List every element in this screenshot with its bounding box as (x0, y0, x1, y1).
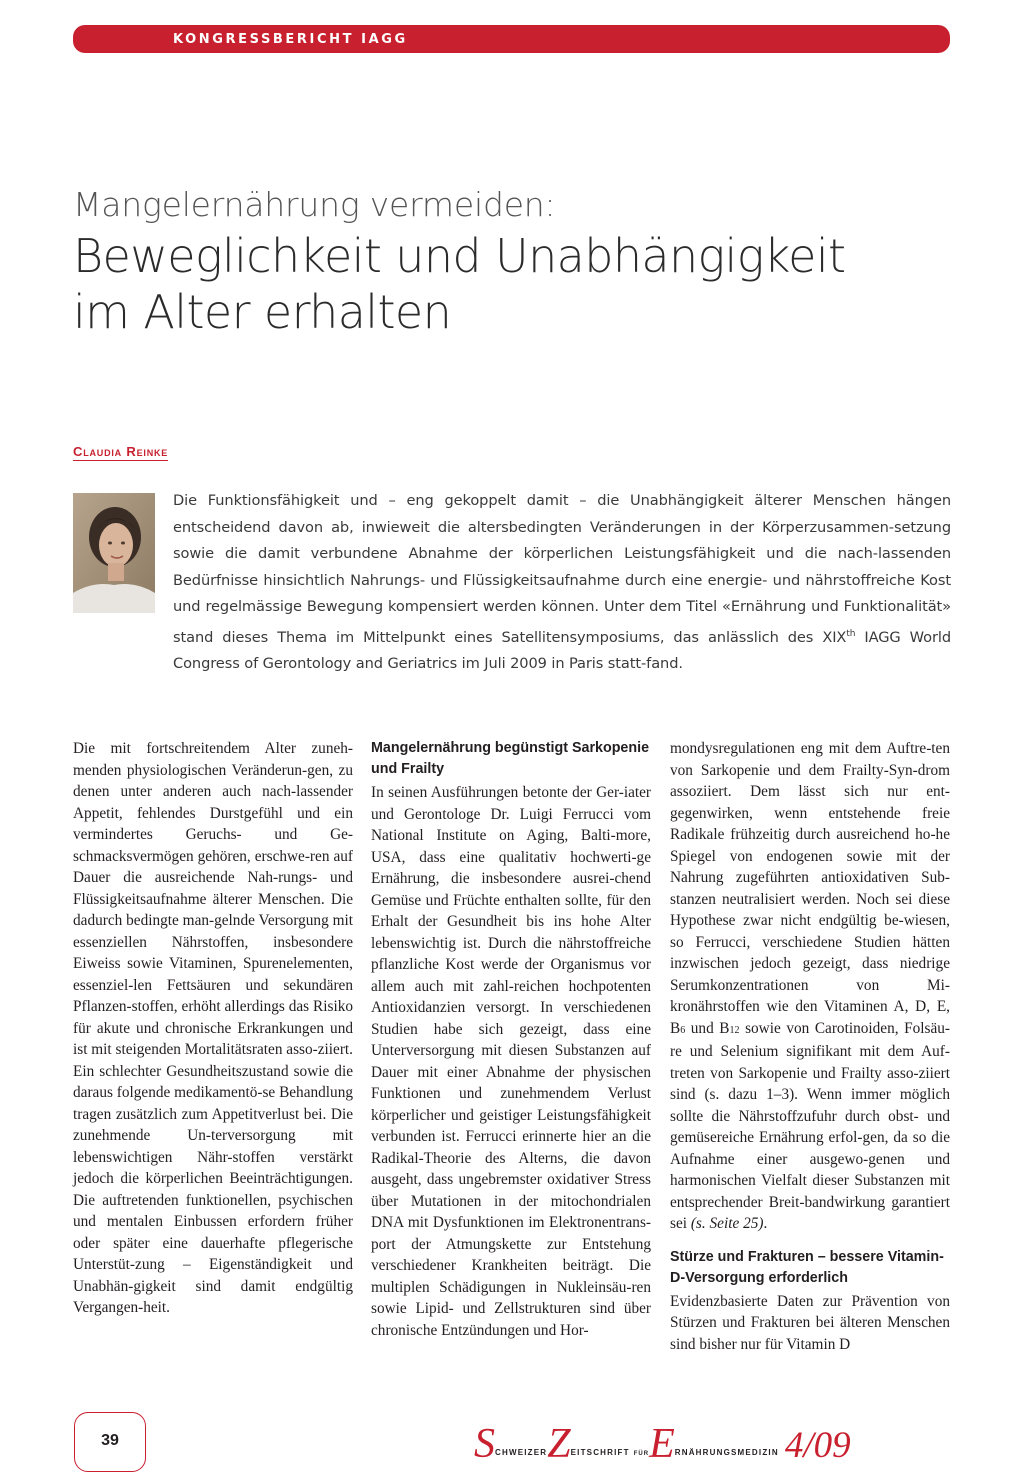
column-3-text-a: mondysregulationen eng mit dem Auftre-ten von Sarkopenie und dem Frailty-Syn-drom assoziiert. Dem lässt sich nur ent-gegenwirken, wenn entstehende freie Radikale frühzeitig durch ausreichend ho-he Spiegel von endogenen sowie mit der Nahrung zugeführten antioxidativen Sub-stanzen neutralisiert werden. Noch sei diese Hypothese zwar nicht endgültig be-wiesen, so Ferrucci, verschiedene Studien hätten inzwischen jedoch gezeigt, dass niedrige Serumkonzentrationen von Mi-kronährstoffen wie den Vitaminen A, D, E, B (670, 740, 950, 1037)
section-banner (73, 25, 950, 53)
article-title (73, 228, 973, 340)
body-column-2 (371, 738, 651, 1341)
column-3-text-d: Evidenzbasierte Daten zur Prävention von Stürzen und Frakturen bei älteren Menschen sind bisher nur für Vitamin D (670, 1292, 950, 1353)
title-line-2: im Alter erhalten (73, 285, 452, 339)
author-photo-icon (73, 493, 155, 613)
lead-text-2: IAGG World Congress of Gerontology and Geriatrics im Juli 2009 in Paris statt-fand. (173, 628, 951, 673)
column-1-text: Die mit fortschreitendem Alter zuneh-menden physiologischen Veränderun-gen, zu denen unter anderen auch nach-lassender Appetit, fehlendes Durstgefühl und ein vermindertes Geruchs- und Ge-schmacksvermögen gehören, erschwe-ren auf Dauer die ausreichende Nah-rungs- und Flüssigkeitsaufnahme älterer Menschen. Die dadurch bedingte man-gelnde Versorgung mit essenziellen Nährstoffen, insbesondere Eiweiss sowie Vitaminen, Spurenelementen, essenziel-len Fettsäuren und sekundären Pflanzen-stoffen, erhöht allerdings das Risiko für akute und chronische Erkrankungen und ist mit steigenden Mortalitätsraten asso-ziiert. Ein schlechter Gesundheitszustand sowie die daraus folgende medikamentö-se Behandlung tragen zusätzlich zum Appetitverlust bei. Die zunehmende Un-terversorgung mit lebenswichtigen Nähr-stoffen verstärkt jedoch die körperlichen Beeinträchtigungen. Die auftretenden funktionellen, psychischen und mentalen Einbussen erfordern früher oder später eine dauerhafte pflegerische Unterstüt-zung – Eigenständigkeit und Unabhän-gigkeit sind damit endgültig Vergangen-heit. (73, 740, 353, 1316)
journal-word-zeitschrift: EITSCHRIFT (570, 1448, 630, 1457)
body-column-3 (670, 738, 950, 1355)
lead-text-1: Die Funktionsfähigkeit und – eng gekoppelt damit – die Unabhängigkeit älterer Menschen hängen entscheidend davon ab, inwieweit die altersbedingten Veränderungen in der Körperzusammen-setzung sowie die damit verbundene Abnahme der körperlichen Leistungsfähigkeit und die nach-lassenden Bedürfnisse hinsichtlich Nahrungs- und Flüssigkeitsaufnahme durch eine energie- und nährstoffreiche Kost und regelmässige Bewegung kompensiert werden können. Unter dem Titel «Ernährung und Funktionalität» stand dieses Thema im Mittelpunkt eines Satellitensymposiums, das anlässlich des XIX (173, 492, 951, 646)
subscript-12: 12 (729, 1024, 740, 1036)
title-line-1: Beweglichkeit und Unabhängigkeit (73, 229, 846, 283)
article-lead (173, 488, 951, 678)
column-3-text-c: sowie von Carotinoiden, Folsäu-re und Selenium signifikant mit dem Auf-treten von Sarkopenie und Frailty asso-ziiert sind (s. dazu 1–3). Wenn immer möglich sollte die Nährstoffzufuhr durch obst- und gemüsereiche Ernährung erfol-gen, da so die Aufnahme einer ausgewo-genen und harmonischen Vielfalt dieser Substanzen mit entsprechender Breit-bandwirkung garantiert sei (670, 1019, 951, 1232)
subheading-sarkopenie: Mangelernährung begünstigt Sarkopenie und Frailty (371, 740, 650, 777)
page-reference: (s. Seite 25) (690, 1215, 764, 1232)
journal-word-fuer: FÜR (633, 1451, 650, 1457)
column-3-text-b: und B (685, 1019, 730, 1037)
journal-letter-s: S (474, 1421, 495, 1467)
subheading-stuerze: Stürze und Frakturen – bessere Vitamin-D-Versorgung erforderlich (670, 1248, 944, 1286)
journal-logo (474, 1420, 952, 1467)
issue-number: 4/09 (784, 1425, 851, 1466)
journal-word-ernaehrungsmedizin: RNÄHRUNGSMEDIZIN (674, 1448, 779, 1457)
section-label: KONGRESSBERICHT IAGG (173, 32, 408, 47)
column-3-period: . (763, 1215, 768, 1232)
column-3-text (670, 738, 950, 1235)
author-portrait (73, 493, 155, 613)
author-byline: Claudia Reinke (73, 444, 169, 459)
page-number-tab (74, 1412, 146, 1472)
journal-word-schweizer: CHWEIZER (495, 1448, 548, 1457)
page-number: 39 (101, 1432, 119, 1449)
article-kicker: Mangelernährung vermeiden: (73, 185, 556, 224)
body-column-1 (73, 738, 353, 1319)
column-2-text: In seinen Ausführungen betonte der Ger-iater und Gerontologe Dr. Luigi Ferrucci vom National Institute on Aging, Balti-more, USA, dass eine qualitativ hochwerti-ge Ernährung, die insbesondere ausrei-chend Gemüse und Früchte enthalten sollte, für den Erhalt der Gesundheit bis ins hohe Alter lebenswichtig ist. Durch die nährstoffreiche pflanzliche Kost werde der Organismus vor allem auch mit zahl-reichen hochpotenten Antioxidanzien versorgt. In verschiedenen Studien habe sich gezeigt, dass eine Unterversorgung mit diesen Substanzen auf Dauer mit einer Abnahme der physischen Funktionen und zunehmendem Verlust körperlicher und geistiger Leistungsfähigkeit verbunden ist. Ferrucci erinnerte hier an die Radikal-Theorie des Alterns, die davon ausgeht, dass ungebremster oxidativer Stress über Mutationen in der mitochondrialen DNA mit Dysfunktionen im Elektronentrans-port der Atmungskette zur Entstehung verschiedener Krankheiten beiträgt. Die multiplen Schädigungen in Nukleinsäu-ren sowie Lipid- und Zellstrukturen sind über chronische Entzündungen und Hor- (371, 784, 651, 1339)
journal-letter-z: Z (547, 1421, 571, 1467)
subscript-6: 6 (680, 1024, 686, 1036)
lead-superscript: th (846, 628, 856, 639)
journal-letter-e: E (649, 1421, 675, 1467)
